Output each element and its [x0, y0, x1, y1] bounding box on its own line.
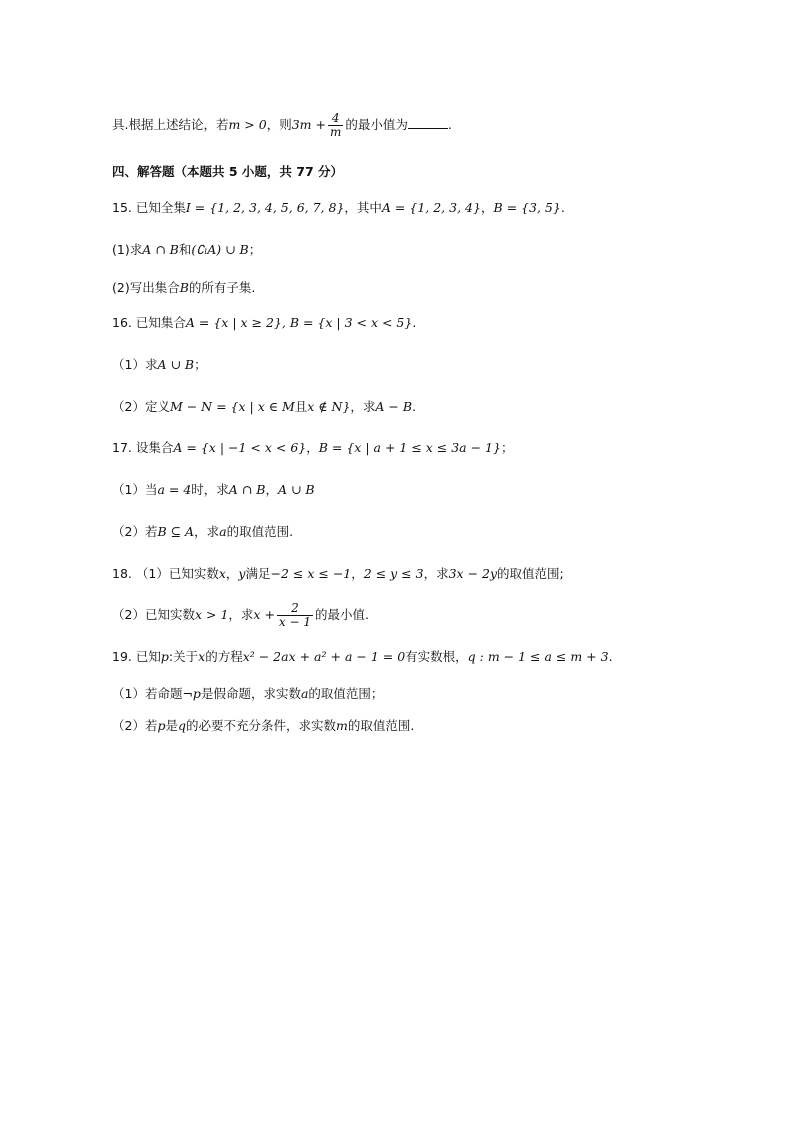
math: A = {x | x ≥ 2}, B = {x | 3 < x < 5}	[185, 315, 413, 330]
math: a	[300, 686, 309, 701]
text: 的取值范围;	[497, 566, 564, 581]
text: 已知集合	[135, 315, 186, 330]
math: ¬p	[182, 686, 201, 701]
question-number: 17.	[112, 440, 132, 455]
text: ，	[480, 200, 494, 215]
math: A ∪ B	[157, 357, 195, 372]
math: M − N = {x | x ∈ M	[169, 399, 295, 414]
question-16	[112, 315, 754, 331]
text: （1）求	[112, 357, 158, 372]
math: q : m − 1 ≤ a ≤ m + 3	[467, 649, 609, 664]
question-number: 16.	[112, 315, 132, 330]
text: .	[412, 315, 417, 330]
text: （1）已知实数	[135, 566, 219, 581]
math: x > 1	[194, 607, 229, 622]
fraction	[328, 112, 343, 139]
math: 3x − 2y	[448, 566, 498, 581]
math: x ∉ N}	[307, 399, 351, 414]
text: 是	[165, 718, 178, 733]
text: ；	[194, 357, 207, 372]
text: 的取值范围.	[347, 718, 415, 733]
text: 是假命题，求实数	[200, 686, 301, 701]
text: ，	[225, 566, 239, 581]
math: A = {1, 2, 3, 4}	[381, 200, 481, 215]
text: ，求	[228, 607, 254, 622]
text: ，则	[266, 117, 292, 132]
text: 的方程	[205, 649, 243, 664]
question-16-part-1	[112, 357, 754, 373]
text: 的最小值为	[345, 117, 408, 132]
fraction-denominator: x − 1	[278, 615, 312, 629]
question-17-part-2	[112, 524, 754, 540]
math: A ∩ B	[142, 242, 179, 257]
question-18-part-2	[112, 602, 754, 629]
text: 已知	[135, 649, 161, 664]
math: x +	[253, 607, 275, 622]
text: 的取值范围；	[308, 686, 384, 701]
text: 时，求	[191, 482, 229, 497]
question-19-part-1	[112, 686, 754, 702]
math: x	[198, 649, 206, 664]
math: B ⊆ A	[157, 524, 195, 539]
question-number: 15.	[112, 200, 132, 215]
text: 且	[294, 399, 308, 414]
math: A ∪ B	[277, 482, 315, 497]
text: (2)写出集合	[112, 280, 180, 295]
math: A = {x | −1 < x < 6}	[173, 440, 307, 455]
math: B	[179, 280, 189, 295]
math: 3m +	[291, 117, 326, 132]
text: （1）若命题	[112, 686, 183, 701]
text: ，求	[350, 399, 376, 414]
text: 设集合	[135, 440, 174, 455]
fraction-denominator: m	[330, 125, 342, 139]
text: 满足	[245, 566, 271, 581]
fraction-numerator: 4	[328, 112, 343, 126]
question-15-part-2	[112, 280, 754, 296]
text: （2）已知实数	[112, 607, 195, 622]
question-18-part-1	[112, 566, 754, 582]
math: a = 4	[157, 482, 192, 497]
math: (∁ₗA) ∪ B	[191, 242, 249, 257]
math: p	[157, 718, 166, 733]
text: 的最小值.	[315, 607, 369, 622]
text: 的所有子集.	[188, 280, 256, 295]
math: m	[336, 718, 348, 733]
text: .	[560, 200, 565, 215]
text: ，其中	[344, 200, 382, 215]
text: ；	[500, 440, 514, 455]
text: ，	[265, 482, 278, 497]
section-title: 四、解答题（本题共 5 小题，共 77 分）	[112, 164, 344, 179]
text: 具.根据上述结论，若	[112, 117, 229, 132]
question-15-part-1	[112, 242, 754, 258]
question-17-part-1	[112, 482, 754, 498]
text: 有实数根，	[405, 649, 468, 664]
text: .	[608, 649, 613, 664]
math: y	[238, 566, 246, 581]
intro-line	[112, 112, 754, 139]
math: x	[218, 566, 226, 581]
text: （1）当	[112, 482, 158, 497]
math: I = {1, 2, 3, 4, 5, 6, 7, 8}	[185, 200, 345, 215]
question-19	[112, 649, 754, 665]
question-number: 18.	[112, 566, 132, 581]
text: 已知全集	[135, 200, 186, 215]
text: :关于	[168, 649, 199, 664]
math: x² − 2ax + a² + a − 1 = 0	[242, 649, 406, 664]
text: ，	[306, 440, 319, 455]
text: （2）定义	[112, 399, 170, 414]
math: m > 0	[228, 117, 267, 132]
math: A − B	[375, 399, 413, 414]
answer-blank	[408, 116, 448, 129]
text: .	[412, 399, 417, 414]
text: （2）若	[112, 524, 158, 539]
question-16-part-2	[112, 399, 754, 415]
math: q	[177, 718, 186, 733]
fraction	[277, 602, 313, 629]
math: A ∩ B	[228, 482, 266, 497]
math: p	[160, 649, 169, 664]
text: 和	[178, 242, 192, 257]
text: ，求	[423, 566, 449, 581]
text: .	[447, 117, 452, 132]
question-number: 19.	[112, 649, 132, 664]
question-19-part-2	[112, 718, 754, 734]
text: ；	[248, 242, 262, 257]
question-15	[112, 200, 754, 216]
text: (1)求	[112, 242, 143, 257]
math: a	[219, 524, 227, 539]
math: 2 ≤ y ≤ 3	[363, 566, 424, 581]
math: −2 ≤ x ≤ −1	[270, 566, 352, 581]
fraction-numerator: 2	[277, 602, 313, 616]
text: ，求	[194, 524, 220, 539]
text: 的取值范围.	[226, 524, 294, 539]
math: B = {x | a + 1 ≤ x ≤ 3a − 1}	[318, 440, 501, 455]
question-17	[112, 440, 754, 456]
text: ，	[351, 566, 364, 581]
math: B = {3, 5}	[493, 200, 561, 215]
text: （2）若	[112, 718, 158, 733]
text: 的必要不充分条件，求实数	[186, 718, 337, 733]
